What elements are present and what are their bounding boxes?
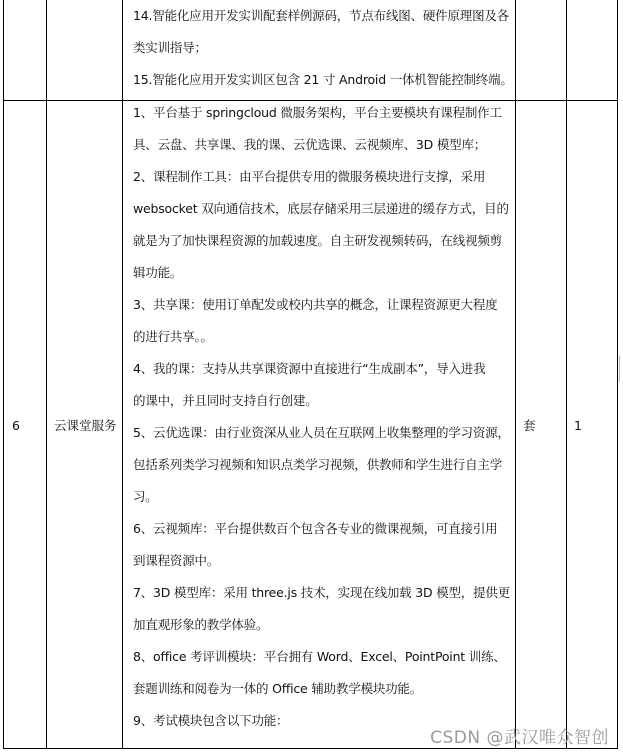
margin-marker (619, 356, 620, 382)
content-line: 5、云优选课：由行业资深从业人员在互联网上收集整理的学习资源， (133, 425, 510, 440)
content-line: 的进行共享。。 (133, 329, 213, 344)
table-border-left (3, 0, 4, 749)
row-number: 6 (12, 418, 20, 433)
content-line: 7、3D 模型库：采用 three.js 技术，实现在线加载 3D 模型，提供更 (133, 585, 511, 600)
unit: 套 (523, 418, 536, 433)
content-line: 辑功能。 (133, 265, 183, 280)
content-line: 就是为了加快课程资源的加载速度。自主研发视频转码，在线视频剪 (133, 233, 503, 248)
content-line: 8、office 考评训模块：平台拥有 Word、Excel、PointPoint 训练、 (133, 649, 506, 664)
column-divider (515, 0, 516, 749)
content-line: 1、平台基于 springcloud 微服务架构，平台主要模块有课程制作工 (133, 105, 502, 120)
table-border-bottom (3, 748, 618, 749)
watermark: CSDN @武汉唯众智创 (430, 728, 609, 748)
content-line: 15.智能化应用开发实训区包含 21 寸 Android 一体机智能控制终端。 (133, 72, 513, 87)
content-line: 到课程资源中。 (133, 553, 220, 568)
content-line: 具、云盘、共享课、我的课、云优选课、云视频库、3D 模型库； (133, 137, 487, 152)
content-line: 2、课程制作工具：由平台提供专用的微服务模块进行支撑，采用 (133, 169, 486, 184)
quantity: 1 (574, 418, 582, 433)
content-line: 4、我的课：支持从共享课资源中直接进行“生成副本”，导入进我 (133, 361, 486, 376)
table-border-right (617, 0, 618, 749)
column-divider (566, 0, 567, 749)
content-line: 类实训指导； (133, 40, 207, 55)
column-divider (46, 0, 47, 749)
content-line: 9、考试模块包含以下功能： (133, 713, 289, 728)
item-name: 云课堂服务 (54, 418, 117, 433)
content-line: websocket 双向通信技术，底层存储采用三层递进的缓存方式，目的 (133, 201, 509, 216)
content-line: 3、共享课：使用订单配发或校内共享的概念，让课程资源更大程度 (133, 297, 498, 312)
content-line: 习。 (133, 489, 158, 504)
content-line: 套题训练和阅卷为一体的 Office 辅助教学模块功能。 (133, 681, 423, 696)
content-line: 加直观形象的教学体验。 (133, 617, 269, 632)
column-divider (122, 0, 123, 749)
content-line: 的课中，并且同时支持自行创建。 (133, 393, 318, 408)
table-row (133, 0, 513, 96)
content-line: 14.智能化应用开发实训配套样例源码，节点布线图、硬件原理图及各 (133, 8, 509, 23)
content-line: 包括系列类学习视频和知识点类学习视频，供教师和学生进行自主学 (133, 457, 503, 472)
table-row (133, 97, 510, 737)
content-line: 6、云视频库：平台提供数百个包含各专业的微课视频，可直接引用 (133, 521, 498, 536)
